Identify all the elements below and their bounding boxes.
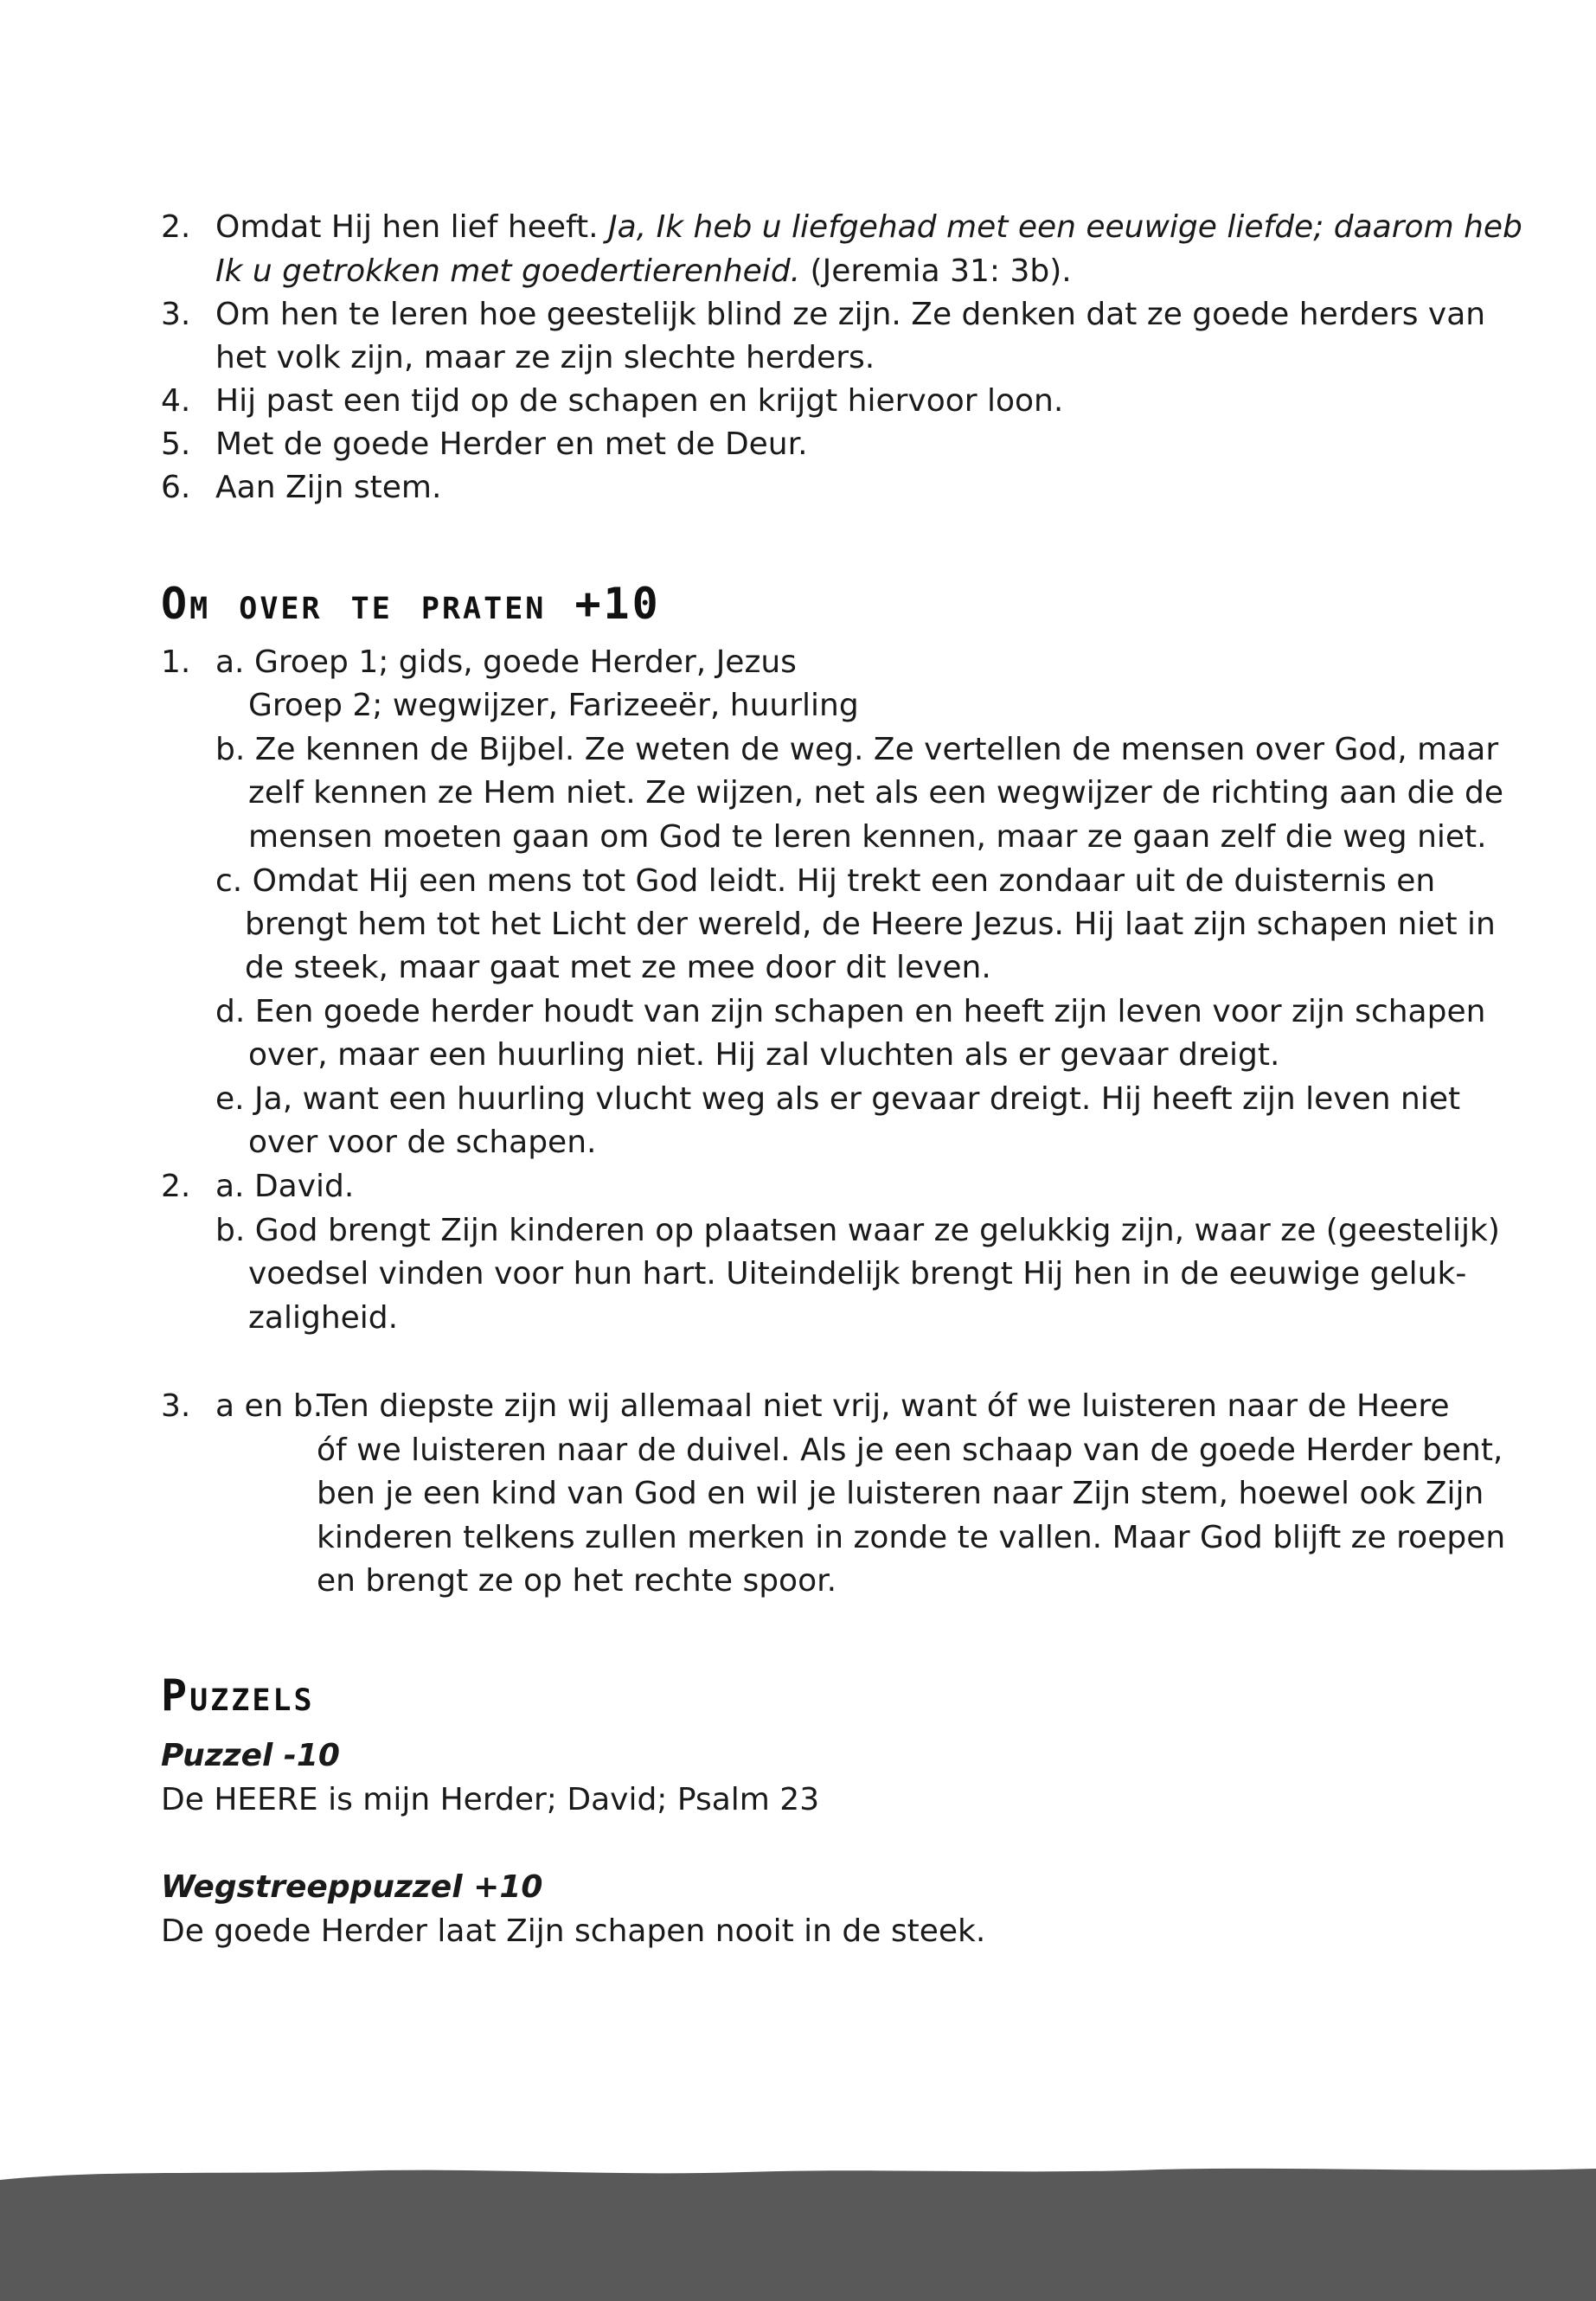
list-number: 1. xyxy=(161,644,191,680)
section-heading: Om over te praten +10 xyxy=(161,579,661,629)
list-number: 3. xyxy=(161,1388,191,1424)
answer-line: b. God brengt Zijn kinderen op plaatsen waar ze gelukkig zijn, waar ze (geestelijk) xyxy=(215,1213,1500,1248)
list-item-text xyxy=(215,205,1522,249)
list-number: 5. xyxy=(161,426,191,462)
list-number: 2. xyxy=(161,209,191,245)
answer-line: Ten diepste zijn wij allemaal niet vrij, want óf we luisteren naar de Heere xyxy=(317,1388,1450,1424)
list-item-text: Om hen te leren hoe geestelijk blind ze zijn. Ze denken dat ze goede herders van xyxy=(215,297,1486,332)
answer-line: a. Groep 1; gids, goede Herder, Jezus xyxy=(215,644,797,680)
answer-line: voedsel vinden voor hun hart. Uiteindelijk brengt Hij hen in de eeuwige geluk- xyxy=(248,1256,1467,1292)
list-number: 3. xyxy=(161,297,191,332)
answer-label: a en b. xyxy=(215,1388,324,1424)
list-item-text: Hij past een tijd op de schapen en krijgt hiervoor loon. xyxy=(215,383,1064,419)
answer-line: Groep 2; wegwijzer, Farizeeër, huurling xyxy=(248,688,859,723)
list-item-text: Met de goede Herder en met de Deur. xyxy=(215,426,808,462)
answer-line: de steek, maar gaat met ze mee door dit leven. xyxy=(245,950,991,985)
answer-line: over voor de schapen. xyxy=(248,1125,597,1160)
list-item-text xyxy=(215,249,1072,293)
answer-line: mensen moeten gaan om God te leren kennen, maar ze gaan zelf die weg niet. xyxy=(248,819,1487,855)
answer-line: a. David. xyxy=(215,1169,355,1204)
list-number: 6. xyxy=(161,470,191,505)
quote-text: Ja, Ik heb u liefgehad met een eeuwige liefde; daarom heb xyxy=(608,209,1522,245)
answer-line: e. Ja, want een huurling vlucht weg als er gevaar dreigt. Hij heeft zijn leven niet xyxy=(215,1081,1461,1117)
answer-line: zaligheid. xyxy=(248,1300,399,1336)
puzzle-answer: De HEERE is mijn Herder; David; Psalm 23 xyxy=(161,1782,820,1817)
answer-line: en brengt ze op het rechte spoor. xyxy=(317,1563,837,1599)
puzzle-title: Wegstreeppuzzel +10 xyxy=(161,1869,543,1905)
text-span: Omdat Hij hen lief heeft. xyxy=(215,209,609,245)
answer-line: ben je een kind van God en wil je luisteren naar Zijn stem, hoewel ook Zijn xyxy=(317,1476,1484,1511)
answer-line: b. Ze kennen de Bijbel. Ze weten de weg. Ze vertellen de mensen over God, maar xyxy=(215,732,1499,767)
answer-line: brengt hem tot het Licht der wereld, de Heere Jezus. Hij laat zijn schapen niet in xyxy=(245,907,1496,942)
answer-line: óf we luisteren naar de duivel. Als je een schaap van de goede Herder bent, xyxy=(317,1433,1503,1468)
text-span: (Jeremia 31: 3b). xyxy=(800,253,1072,289)
quote-text: Ik u getrokken met goedertierenheid. xyxy=(215,253,801,289)
list-number: 4. xyxy=(161,383,191,419)
list-item-text: het volk zijn, maar ze zijn slechte herders. xyxy=(215,340,875,375)
answer-line: kinderen telkens zullen merken in zonde te vallen. Maar God blijft ze roepen xyxy=(317,1520,1506,1555)
list-item-text: Aan Zijn stem. xyxy=(215,470,442,505)
answer-line: zelf kennen ze Hem niet. Ze wijzen, net als een wegwijzer de richting aan die de xyxy=(248,775,1503,811)
section-heading: Puzzels xyxy=(161,1670,315,1721)
puzzle-title: Puzzel -10 xyxy=(161,1738,340,1773)
answer-line: c. Omdat Hij een mens tot God leidt. Hij trekt een zondaar uit de duisternis en xyxy=(215,863,1436,899)
footer-band xyxy=(0,2119,1596,2301)
answer-line: over, maar een huurling niet. Hij zal vluchten als er gevaar dreigt. xyxy=(248,1037,1280,1073)
answer-line: d. Een goede herder houdt van zijn schapen en heeft zijn leven voor zijn schapen xyxy=(215,994,1486,1029)
puzzle-answer: De goede Herder laat Zijn schapen nooit in de steek. xyxy=(161,1913,986,1949)
list-number: 2. xyxy=(161,1169,191,1204)
